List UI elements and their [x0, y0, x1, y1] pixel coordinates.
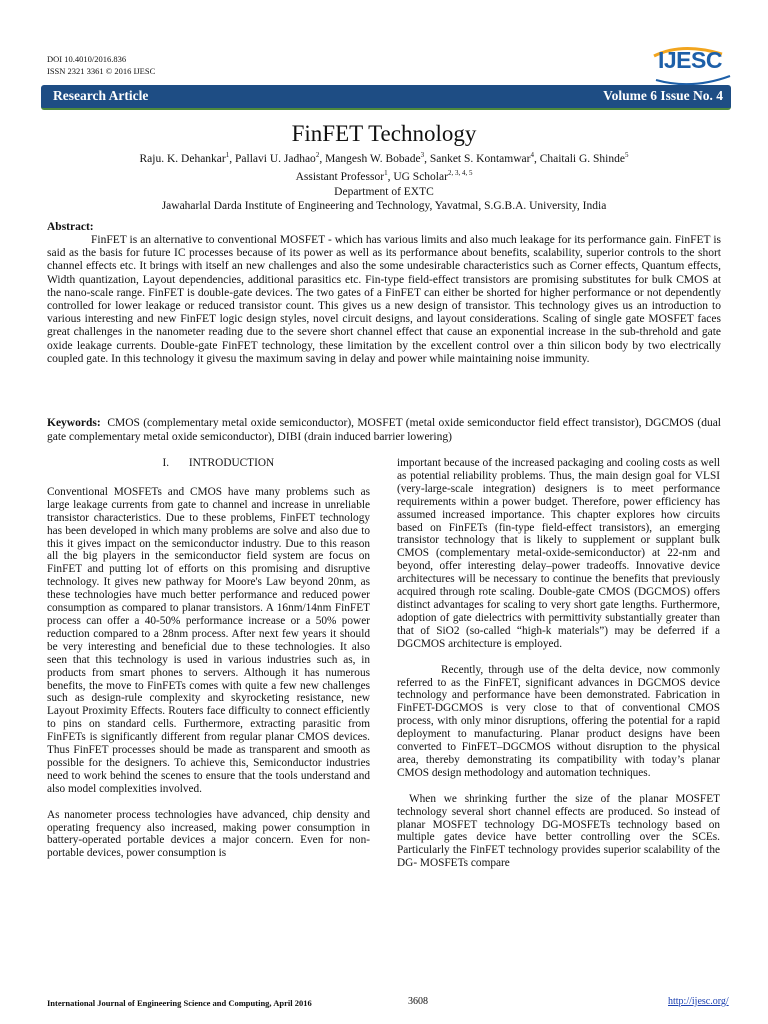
author-name: Raju. K. Dehankar — [139, 152, 226, 165]
keywords-text: CMOS (complementary metal oxide semiconductor), MOSFET (metal oxide semiconductor field effect transistor), DGCMOS (dual gate complementary metal oxide semiconductor), DIBI (drain induced barrier lowering) — [47, 417, 722, 443]
header-meta — [47, 53, 155, 77]
paragraph: important because of the increased packaging and cooling costs as well as potential reliability problems. Thus, the main design goal for VLSI (very-large-scale integration) designers is to meet performance requirements within a power budget. Therefore, power efficiency has assumed increased importance. This chapter explores how circuits based on FinFETs (fin-type field-effect transistors), an emerging transistor technology that is likely to supplement or supplant bulk CMOS (complementary metal-oxide-semiconductor) at 22-nm and beyond, offer interesting delay–power tradeoffs. Innovative device architectures will be necessary to continue the benefits that previously acquired through rote scaling. Double-gate CMOS (DGCMOS) offers distinct advantages for scaling to very short gate lengths. Furthermore, adoption of gate dielectrics with permittivity substantially greater than that of SiO2 (so-called “high-k materials”) may be deferred if a DGCMOS architecture is employed. — [397, 457, 720, 650]
left-column — [47, 457, 370, 860]
volume-issue: Volume 6 Issue No. 4 — [603, 88, 723, 103]
paragraph: Recently, through use of the delta device, now commonly referred to as the FinFET, significant advances in DGCMOS device technology and performance have been demonstrated. Fabrication in FinFET-DGCMOS is very close to that of conventional CMOS process, with only minor disruptions, offering the potential for a rapid deployment to manufacturing. Planar product designs have been converted to FinFET–DGCMOS without disruption to the physical area, thereby demonstrating its compatibility with today’s planar CMOS design methodology and automation techniques. — [397, 663, 720, 779]
paragraph: When we shrinking further the size of the planar MOSFET technology several short channel effects are produced. So instead of planar MOSFET technology DG-MOSFETs technology based on multiple gates device have better controlling over the SCEs. Particularly the FinFET technology provides superior scalability of the DG- MOSFETs compare — [397, 792, 720, 870]
author-name: Mangesh W. Bobade — [325, 152, 421, 165]
author-name: Sanket S. Kontamwar — [429, 152, 531, 165]
issn-text: ISSN 2321 3361 © 2016 IJESC — [47, 66, 156, 76]
author-name: Chaitali G. Shinde — [539, 152, 625, 165]
article-type: Research Article — [53, 88, 149, 103]
right-column — [397, 457, 720, 870]
abstract-heading: Abstract: — [47, 221, 94, 233]
author-roles: Assistant Professor$^1$, UG Scholar$^{2, 3, 4, 5}$ — [295, 169, 473, 184]
doi-text: DOI 10.4010/2016.836 — [47, 54, 127, 64]
article-type-bar — [41, 85, 731, 110]
section-heading: I. INTRODUCTION — [162, 457, 275, 469]
journal-logo — [652, 46, 732, 86]
logo-text: IJESC — [658, 47, 722, 73]
paper-title: FinFET Technology — [291, 121, 477, 146]
footer-journal: International Journal of Engineering Science and Computing, April 2016 — [47, 998, 312, 1008]
abstract-text: FinFET is an alternative to conventional MOSFET - which has various limits and also much leakage for its performance gain. FinFET is said as the basis for future IC processes because of its power as well as its performance about benefits, scalability, superior controls to the short channel effects etc. It brings with itself an new challenges and also the some undesirable characteristics such as Corner effects, Quantum effects, Width quantization, Layout dependencies, additional parasitics etc. Fin-type field-effect transistors are promising substitutes for bulk CMOS at the nano-scale range. FinFET is double-gate devices. The two gates of a FinFET can either be shorted for higher performance or not dependently controlled for lower leakage or reduced transistor count. This gives us a new design of transistor. This technology gives us an introduction to various interesting and new FinFET logic design styles, novel circuit designs, and layout considerations. Scaling of single gate MOSFET faces great challenges in the nanometer reading due to the severe short channel effect that cause an exponential increase in the sub-threhold and gate oxide leakage currents. Double-gate FinFET technology, these limitation by the excellent control over a thin silicon body by two electrically coupled gate. In this technology it givesu the maximum saving in delay and power while maintaining noise immunity. — [47, 234, 721, 365]
footer-page-number: 3608 — [408, 996, 428, 1007]
author-list: Raju. K. Dehankar$^1$, Pallavi U. Jadhao$^2$, Mangesh W. Bobade$^3$, Sanket S. Kontamwar$^4$, Chaitali G. Shinde$^5$ — [139, 151, 629, 165]
paragraph: As nanometer process technologies have advanced, chip density and operating frequency also increased, making power consumption in battery-operated portable devices a major concern. Even for non-portable devices, power consumption is — [47, 808, 370, 860]
department: Department of EXTC — [334, 185, 434, 198]
author-block — [0, 148, 768, 214]
keywords — [47, 416, 721, 444]
paragraph: Conventional MOSFETs and CMOS have many problems such as large leakage currents from gate to channel and increase in unreliable transistor characteristics. Due to these problems, FinFET technology has been developed in which many problems are solve and also due to this it gives impact on the semiconductor industry. Due to this reason all the big players in the semiconductor field system are focus on FinFET and putting lot of efforts on this promising and disruptive technology. It gives new pathway for Moore's Law beyond 20nm, as these technologies have much better performance and reduced power consumption as compared to planar transistors. A 16nm/14nm FinFET process can offer a 40-50% performance increase or a 50% power reduction compared to a 28nm process. After next few years it should be very interesting and beneficial due to these technologies. It also seen that this technology is used in various industries such as, in products from smart phones to servers. Although it has numerous benefits, the move to FinFETs comes with quite a few new challenges such as design-rule complexity and skyrocketing resistance, new Layout Proximity Effects. Routers face difficulty to connect efficiently to pins on standard cells. Furthermore, extracting parasitic from FinFETs is significantly different from regular planar CMOS devices. Thus FinFET processes should be made as transparent and smooth as possible for the designers. To achieve this, Semiconductor industries need to work behind the scenes to ensure that the tools understand and also model complexities involved. — [47, 485, 370, 795]
keywords-label: Keywords: — [47, 417, 101, 429]
author-name: Pallavi U. Jadhao — [235, 152, 316, 165]
institute: Jawaharlal Darda Institute of Engineering and Technology, Yavatmal, S.G.B.A. University, India — [161, 200, 607, 213]
footer-url-link[interactable]: http://ijesc.org/ — [668, 996, 729, 1007]
